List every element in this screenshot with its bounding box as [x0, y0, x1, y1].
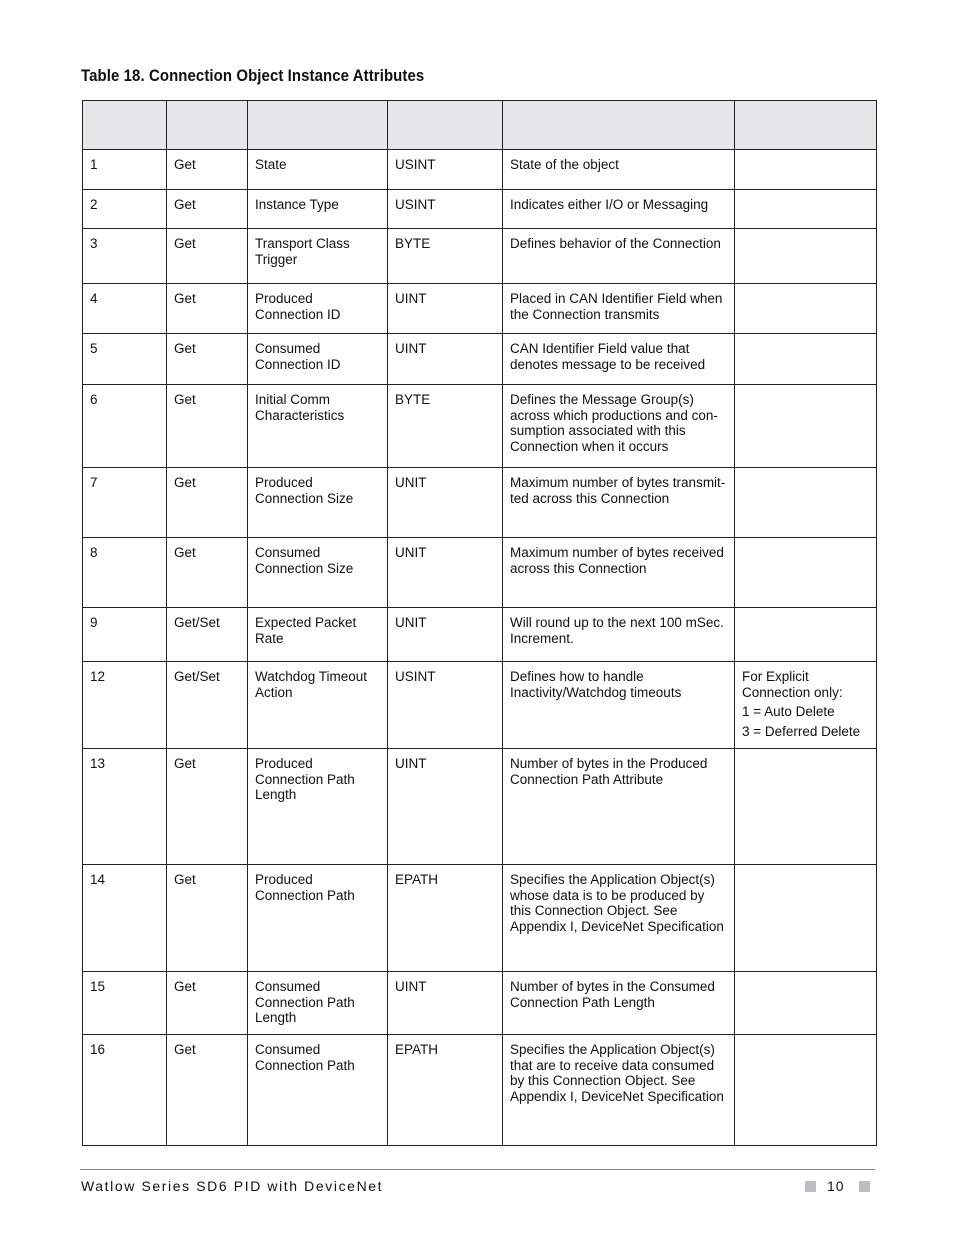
notes-cell: [735, 150, 877, 190]
attribute-table: [82, 100, 877, 1146]
access-cell: Get: [167, 385, 248, 468]
description-cell: Number of bytes in the Consumed Connection Path Length: [503, 972, 735, 1035]
table-row: [83, 229, 877, 284]
header-cell: [83, 101, 167, 150]
table-body: [83, 150, 877, 1146]
description-cell: Maximum number of bytes received across this Connection: [503, 538, 735, 608]
notes-cell: [735, 749, 877, 865]
header-cell: [503, 101, 735, 150]
footer-divider: [80, 1169, 875, 1170]
square-bullet-icon: [805, 1181, 816, 1192]
description-cell: Specifies the Application Object(s) whose data is to be produced by this Connection Object. See Appendix I, DeviceNet Specification: [503, 865, 735, 972]
attr-name-cell: Produced Connection ID: [248, 284, 388, 334]
description-cell: Maximum number of bytes transmit-ted across this Connection: [503, 468, 735, 538]
description-cell: Placed in CAN Identifier Field when the Connection transmits: [503, 284, 735, 334]
data-type-cell: UNIT: [388, 608, 503, 662]
notes-cell: [735, 662, 877, 749]
access-cell: Get/Set: [167, 662, 248, 749]
attr-id-cell: 3: [83, 229, 167, 284]
square-bullet-icon: [859, 1181, 870, 1192]
description-cell: CAN Identifier Field value that denotes message to be received: [503, 334, 735, 385]
attr-id-cell: 14: [83, 865, 167, 972]
access-cell: Get: [167, 1035, 248, 1146]
access-cell: Get/Set: [167, 608, 248, 662]
table-row: [83, 385, 877, 468]
description-cell: Specifies the Application Object(s) that are to receive data consumed by this Connection Object. See Appendix I, DeviceNet Specification: [503, 1035, 735, 1146]
data-type-cell: UINT: [388, 334, 503, 385]
notes-cell: [735, 865, 877, 972]
table-header-row: [83, 101, 877, 150]
table-row: [83, 190, 877, 229]
header-cell: [388, 101, 503, 150]
attr-id-cell: 16: [83, 1035, 167, 1146]
note-line: 3 = Deferred Delete: [742, 723, 861, 739]
data-type-cell: BYTE: [388, 385, 503, 468]
attr-id-cell: 8: [83, 538, 167, 608]
data-type-cell: EPATH: [388, 865, 503, 972]
table-row: [83, 608, 877, 662]
attr-id-cell: 7: [83, 468, 167, 538]
attr-name-cell: Consumed Connection Path: [248, 1035, 388, 1146]
attr-name-cell: State: [248, 150, 388, 190]
data-type-cell: USINT: [388, 150, 503, 190]
access-cell: Get: [167, 334, 248, 385]
attr-name-cell: Transport Class Trigger: [248, 229, 388, 284]
access-cell: Get: [167, 190, 248, 229]
description-cell: Defines behavior of the Connection: [503, 229, 735, 284]
access-cell: Get: [167, 865, 248, 972]
data-type-cell: EPATH: [388, 1035, 503, 1146]
notes-cell: [735, 385, 877, 468]
data-type-cell: USINT: [388, 190, 503, 229]
table-row: [83, 662, 877, 749]
data-type-cell: UINT: [388, 972, 503, 1035]
data-type-cell: UINT: [388, 284, 503, 334]
data-type-cell: BYTE: [388, 229, 503, 284]
description-cell: Will round up to the next 100 mSec. Increment.: [503, 608, 735, 662]
header-cell: [735, 101, 877, 150]
table-row: [83, 468, 877, 538]
footer-text: Watlow Series SD6 PID with DeviceNet: [81, 1178, 384, 1194]
attr-name-cell: Initial Comm Characteristics: [248, 385, 388, 468]
attr-id-cell: 4: [83, 284, 167, 334]
attr-name-cell: Produced Connection Path: [248, 865, 388, 972]
access-cell: Get: [167, 229, 248, 284]
description-cell: State of the object: [503, 150, 735, 190]
attr-id-cell: 5: [83, 334, 167, 385]
access-cell: Get: [167, 468, 248, 538]
table-row: [83, 150, 877, 190]
notes-cell: [735, 468, 877, 538]
attr-name-cell: Watchdog Timeout Action: [248, 662, 388, 749]
attr-name-cell: Produced Connection Size: [248, 468, 388, 538]
table-row: [83, 284, 877, 334]
table-row: [83, 749, 877, 865]
attr-name-cell: Consumed Connection Size: [248, 538, 388, 608]
table-row: [83, 334, 877, 385]
attr-name-cell: Instance Type: [248, 190, 388, 229]
notes-cell: [735, 972, 877, 1035]
attr-name-cell: Expected Packet Rate: [248, 608, 388, 662]
description-cell: Defines the Message Group(s) across which productions and con-sumption associated with this Connection when it occurs: [503, 385, 735, 468]
page-title: Table 18. Connection Object Instance Attributes: [81, 66, 425, 85]
table-row: [83, 1035, 877, 1146]
data-type-cell: UINT: [388, 749, 503, 865]
notes-cell: [735, 608, 877, 662]
attr-id-cell: 12: [83, 662, 167, 749]
note-line: 1 = Auto Delete: [742, 704, 835, 719]
header-cell: [167, 101, 248, 150]
notes-cell: [735, 538, 877, 608]
attr-id-cell: 1: [83, 150, 167, 190]
attr-id-cell: 6: [83, 385, 167, 468]
attr-id-cell: 15: [83, 972, 167, 1035]
access-cell: Get: [167, 749, 248, 865]
attr-name-cell: Produced Connection Path Length: [248, 749, 388, 865]
notes-cell: [735, 190, 877, 229]
page-number: 10: [827, 1178, 845, 1194]
notes-cell: [735, 334, 877, 385]
attr-id-cell: 2: [83, 190, 167, 229]
table-row: [83, 972, 877, 1035]
attr-name-cell: Consumed Connection Path Length: [248, 972, 388, 1035]
description-cell: Indicates either I/O or Messaging: [503, 190, 735, 229]
description-cell: Defines how to handle Inactivity/Watchdog timeouts: [503, 662, 735, 749]
data-type-cell: UNIT: [388, 468, 503, 538]
header-cell: [248, 101, 388, 150]
access-cell: Get: [167, 972, 248, 1035]
access-cell: Get: [167, 538, 248, 608]
data-type-cell: UNIT: [388, 538, 503, 608]
attr-id-cell: 9: [83, 608, 167, 662]
note-line: For Explicit Connection only:: [742, 669, 843, 700]
notes-cell: [735, 1035, 877, 1146]
notes-cell: [735, 229, 877, 284]
table-row: [83, 865, 877, 972]
table-header: [83, 101, 877, 150]
data-type-cell: USINT: [388, 662, 503, 749]
attr-id-cell: 13: [83, 749, 167, 865]
access-cell: Get: [167, 284, 248, 334]
attr-name-cell: Consumed Connection ID: [248, 334, 388, 385]
description-cell: Number of bytes in the Produced Connection Path Attribute: [503, 749, 735, 865]
table-row: [83, 538, 877, 608]
access-cell: Get: [167, 150, 248, 190]
notes-cell: [735, 284, 877, 334]
